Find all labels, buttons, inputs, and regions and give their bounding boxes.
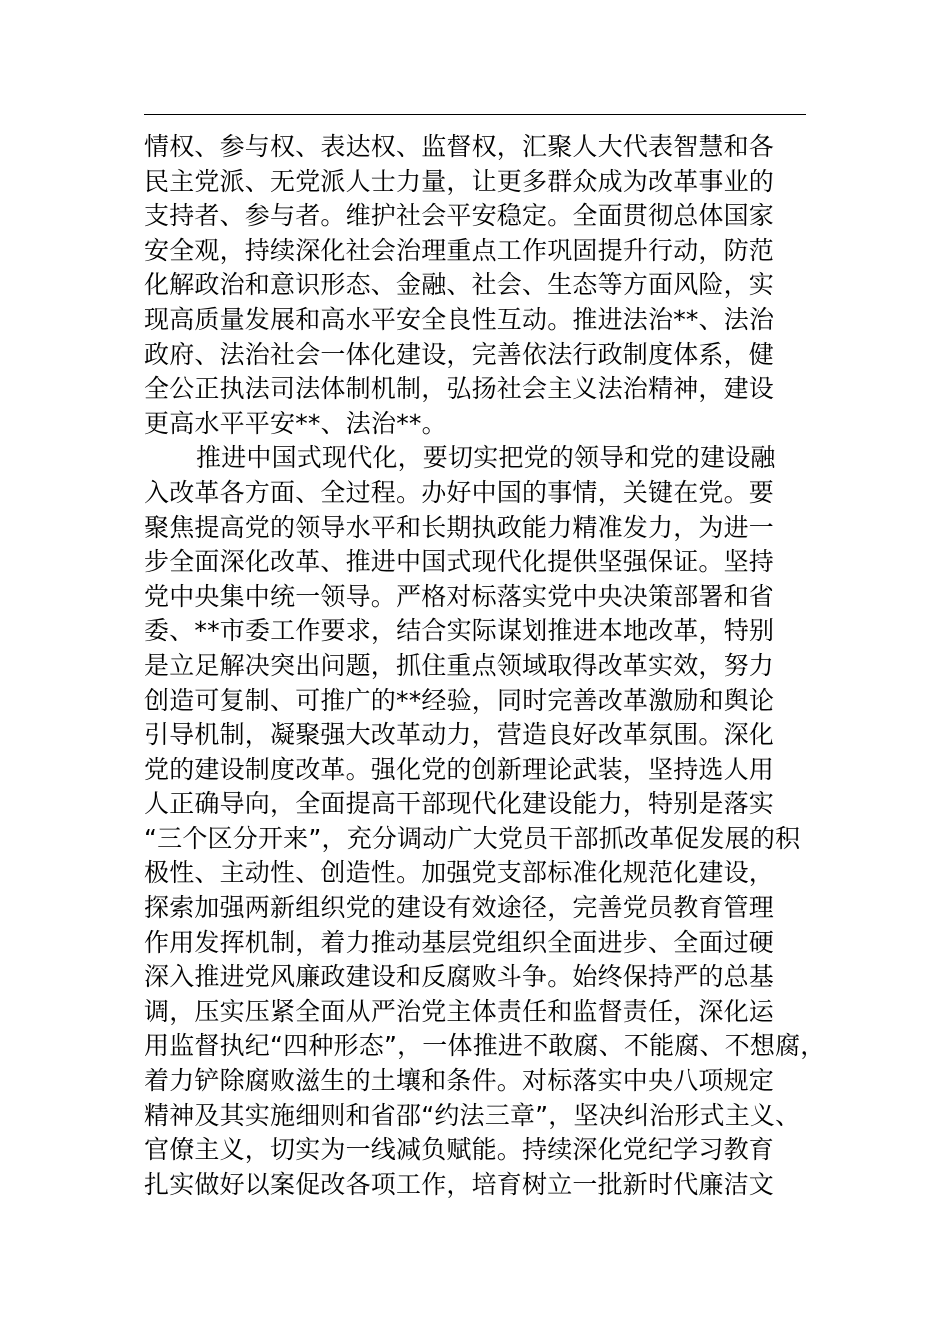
text-line: 支持者、参与者。维护社会平安稳定。全面贯彻总体国家	[144, 201, 775, 231]
text-line: 更高水平平安**、法治**。	[144, 408, 447, 438]
text-line: 官僚主义，切实为一线减负赋能。持续深化党纪学习教育	[144, 1135, 775, 1165]
text-line: 引导机制，凝聚强大改革动力，营造良好改革氛围。深化	[144, 720, 775, 750]
text-line: 情权、参与权、表达权、监督权，汇聚人大代表智慧和各	[144, 132, 775, 161]
text-line: “三个区分开来”，充分调动广大党员干部抓改革促发展的积	[144, 823, 801, 853]
text-line: 党的建设制度改革。强化党的创新理论武装，坚持选人用	[144, 754, 775, 784]
text-line: 聚焦提高党的领导水平和长期执政能力精准发力，为进一	[144, 512, 775, 542]
text-line: 安全观，持续深化社会治理重点工作巩固提升行动，防范	[144, 235, 775, 265]
text-line: 民主党派、无党派人士力量，让更多群众成为改革事业的	[144, 166, 775, 196]
text-line: 化解政治和意识形态、金融、社会、生态等方面风险，实	[144, 270, 775, 300]
body-text	[144, 130, 826, 1202]
paragraph-start-line: 推进中国式现代化，要切实把党的领导和党的建设融	[196, 443, 776, 473]
text-line: 极性、主动性、创造性。加强党支部标准化规范化建设，	[144, 858, 775, 888]
text-line: 是立足解决突出问题，抓住重点领域取得改革实效，努力	[144, 650, 775, 680]
text-line: 调，压实压紧全面从严治党主体责任和监督责任，深化运	[144, 996, 775, 1026]
text-line: 全公正执法司法体制机制，弘扬社会主义法治精神，建设	[144, 374, 775, 404]
text-line: 人正确导向，全面提高干部现代化建设能力，特别是落实	[144, 789, 775, 819]
text-line: 步全面深化改革、推进中国式现代化提供坚强保证。坚持	[144, 547, 775, 577]
text-line: 扎实做好以案促改各项工作，培育树立一批新时代廉洁文	[144, 1169, 775, 1199]
text-line: 创造可复制、可推广的**经验，同时完善改革激励和舆论	[144, 685, 775, 715]
text-line: 探索加强两新组织党的建设有效途径，完善党员教育管理	[144, 893, 775, 923]
text-line: 深入推进党风廉政建设和反腐败斗争。始终保持严的总基	[144, 962, 775, 992]
text-line: 入改革各方面、全过程。办好中国的事情，关键在党。要	[144, 477, 775, 507]
text-line: 用监督执纪“四种形态”，一体推进不敢腐、不能腐、不想腐，	[144, 1031, 826, 1061]
text-line: 着力铲除腐败滋生的土壤和条件。对标落实中央八项规定	[144, 1066, 775, 1096]
header-rule	[144, 114, 806, 115]
text-line: 政府、法治社会一体化建设，完善依法行政制度体系，健	[144, 339, 775, 369]
text-line: 作用发挥机制，着力推动基层党组织全面进步、全面过硬	[144, 927, 775, 957]
text-line: 党中央集中统一领导。严格对标落实党中央决策部署和省	[144, 581, 775, 611]
text-line: 精神及其实施细则和省邵“约法三章”，坚决纠治形式主义、	[144, 1100, 801, 1130]
text-line: 委、**市委工作要求，结合实际谋划推进本地改革，特别	[144, 616, 775, 646]
text-line: 现高质量发展和高水平安全良性互动。推进法治**、法治	[144, 304, 775, 334]
